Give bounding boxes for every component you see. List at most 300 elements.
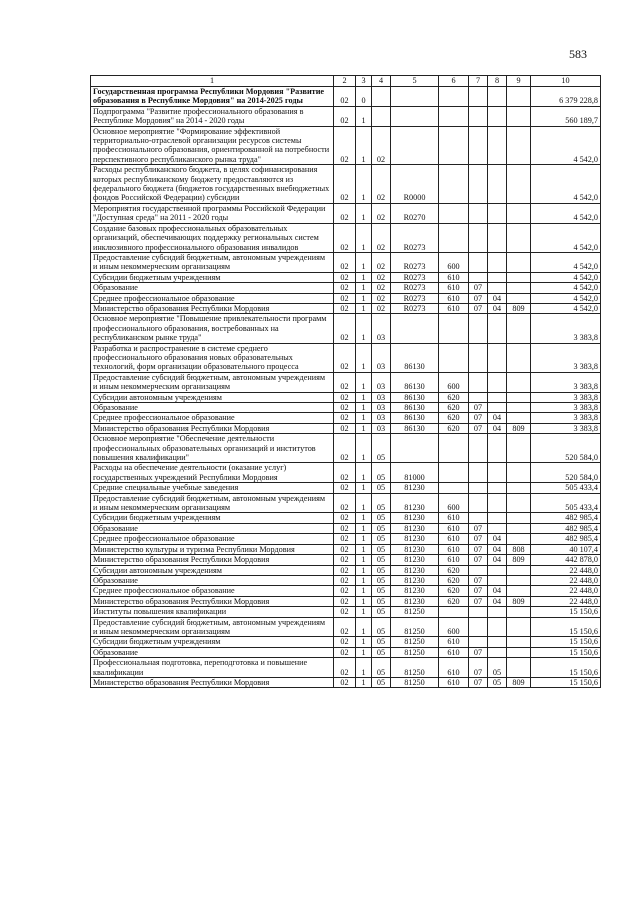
table-row (91, 106, 601, 126)
section-cell (469, 126, 488, 165)
grp-code-cell: 02 (334, 392, 356, 402)
table-row (91, 596, 601, 606)
table-row (91, 575, 601, 585)
table-row (91, 555, 601, 565)
subsection-cell (488, 252, 507, 272)
expense-type-cell (439, 126, 469, 165)
subgrp-code-cell: 1 (356, 106, 372, 126)
event-code-cell (372, 87, 391, 107)
table-row (91, 392, 601, 402)
column-header: 4 (372, 76, 391, 87)
subgrp-code-cell: 1 (356, 203, 372, 223)
row-name-cell: Предоставление субсидий бюджетным, автономным учреждениям и иным некоммерческим организациям (91, 372, 334, 392)
subgrp-code-cell: 1 (356, 434, 372, 463)
amount-cell: 3 383,8 (531, 343, 601, 372)
subgrp-code-cell: 1 (356, 575, 372, 585)
event-code-cell: 02 (372, 165, 391, 204)
subsection-cell (488, 637, 507, 647)
event-code-cell: 05 (372, 596, 391, 606)
grp-code-cell: 02 (334, 637, 356, 647)
ministry-code-cell (507, 223, 531, 252)
subgrp-code-cell: 1 (356, 343, 372, 372)
grp-code-cell: 02 (334, 283, 356, 293)
subgrp-code-cell: 1 (356, 647, 372, 657)
expense-direction-cell: 81230 (391, 575, 439, 585)
expense-type-cell: 620 (439, 575, 469, 585)
table-row (91, 252, 601, 272)
expense-type-cell (439, 607, 469, 617)
ministry-code-cell (507, 403, 531, 413)
expense-direction-cell: 81230 (391, 586, 439, 596)
subsection-cell: 04 (488, 544, 507, 554)
event-code-cell: 02 (372, 303, 391, 313)
column-header: 2 (334, 76, 356, 87)
expense-type-cell (439, 223, 469, 252)
section-cell (469, 463, 488, 483)
grp-code-cell: 02 (334, 555, 356, 565)
table-row (91, 483, 601, 493)
grp-code-cell: 02 (334, 293, 356, 303)
expense-direction-cell: R0270 (391, 203, 439, 223)
expense-type-cell (439, 87, 469, 107)
event-code-cell: 05 (372, 523, 391, 533)
event-code-cell: 03 (372, 413, 391, 423)
ministry-code-cell (507, 607, 531, 617)
row-name-cell: Институты повышения квалификации (91, 607, 334, 617)
expense-type-cell: 600 (439, 617, 469, 637)
expense-type-cell: 610 (439, 544, 469, 554)
event-code-cell: 03 (372, 392, 391, 402)
row-name-cell: Субсидии автономным учреждениям (91, 565, 334, 575)
ministry-code-cell (507, 513, 531, 523)
amount-cell: 4 542,0 (531, 283, 601, 293)
ministry-code-cell (507, 413, 531, 423)
ministry-code-cell (507, 126, 531, 165)
expense-type-cell (439, 203, 469, 223)
amount-cell: 3 383,8 (531, 423, 601, 433)
amount-cell: 22 448,0 (531, 586, 601, 596)
grp-code-cell: 02 (334, 607, 356, 617)
row-name-cell: Образование (91, 523, 334, 533)
ministry-code-cell (507, 534, 531, 544)
subgrp-code-cell: 1 (356, 126, 372, 165)
table-row (91, 423, 601, 433)
table-row (91, 544, 601, 554)
subgrp-code-cell: 1 (356, 586, 372, 596)
ministry-code-cell (507, 252, 531, 272)
event-code-cell: 02 (372, 293, 391, 303)
amount-cell: 15 150,6 (531, 637, 601, 647)
amount-cell: 520 584,0 (531, 463, 601, 483)
table-row (91, 677, 601, 687)
subsection-cell: 04 (488, 293, 507, 303)
subsection-cell: 04 (488, 555, 507, 565)
grp-code-cell: 02 (334, 434, 356, 463)
subsection-cell: 04 (488, 586, 507, 596)
row-name-cell: Расходы республиканского бюджета, в целях софинансирования которых республиканскому бюджету предоставляются из федерального бюджета (бюджетов государственных внебюджетных фондов Российской Федерации) субсидии (91, 165, 334, 204)
section-cell (469, 565, 488, 575)
event-code-cell: 03 (372, 423, 391, 433)
section-cell: 07 (469, 303, 488, 313)
amount-cell: 15 150,6 (531, 677, 601, 687)
grp-code-cell: 02 (334, 493, 356, 513)
event-code-cell: 05 (372, 607, 391, 617)
row-name-cell: Разработка и распространение в системе среднего профессионального образования новых образовательных технологий, форм организации образовательного процесса (91, 343, 334, 372)
expense-type-cell: 600 (439, 252, 469, 272)
ministry-code-cell (507, 283, 531, 293)
column-header: 5 (391, 76, 439, 87)
expense-direction-cell (391, 314, 439, 343)
row-name-cell: Образование (91, 403, 334, 413)
expense-direction-cell: 81250 (391, 607, 439, 617)
ministry-code-cell (507, 434, 531, 463)
table-row (91, 463, 601, 483)
event-code-cell: 02 (372, 283, 391, 293)
expense-direction-cell: 81250 (391, 658, 439, 678)
subgrp-code-cell: 1 (356, 483, 372, 493)
row-name-cell: Среднее профессиональное образование (91, 413, 334, 423)
section-cell (469, 607, 488, 617)
row-name-cell: Среднее профессиональное образование (91, 534, 334, 544)
expense-direction-cell: 86130 (391, 423, 439, 433)
ministry-code-cell (507, 293, 531, 303)
row-name-cell: Образование (91, 575, 334, 585)
expense-direction-cell: R0273 (391, 293, 439, 303)
expense-type-cell: 610 (439, 658, 469, 678)
column-header: 3 (356, 76, 372, 87)
subsection-cell (488, 493, 507, 513)
table-row (91, 523, 601, 533)
grp-code-cell: 02 (334, 658, 356, 678)
section-cell: 07 (469, 423, 488, 433)
subsection-cell: 05 (488, 658, 507, 678)
ministry-code-cell (507, 372, 531, 392)
ministry-code-cell (507, 647, 531, 657)
event-code-cell: 05 (372, 483, 391, 493)
subgrp-code-cell: 1 (356, 513, 372, 523)
table-row (91, 565, 601, 575)
grp-code-cell: 02 (334, 413, 356, 423)
subsection-cell (488, 575, 507, 585)
expense-direction-cell (391, 106, 439, 126)
row-name-cell: Субсидии автономным учреждениям (91, 392, 334, 402)
amount-cell: 4 542,0 (531, 252, 601, 272)
expense-type-cell: 600 (439, 493, 469, 513)
table-row (91, 534, 601, 544)
expense-type-cell (439, 106, 469, 126)
amount-cell: 560 189,7 (531, 106, 601, 126)
subgrp-code-cell: 1 (356, 223, 372, 252)
grp-code-cell: 02 (334, 272, 356, 282)
event-code-cell: 05 (372, 513, 391, 523)
row-name-cell: Основное мероприятие "Повышение привлекательности программ профессионального образования, востребованных на республиканском рынке труда" (91, 314, 334, 343)
grp-code-cell: 02 (334, 534, 356, 544)
row-name-cell: Расходы на обеспечение деятельности (оказание услуг) государственных учреждений Республики Мордовия (91, 463, 334, 483)
subsection-cell (488, 463, 507, 483)
subsection-cell (488, 513, 507, 523)
expense-type-cell: 600 (439, 372, 469, 392)
event-code-cell: 03 (372, 372, 391, 392)
expense-direction-cell: 81250 (391, 677, 439, 687)
amount-cell: 15 150,6 (531, 647, 601, 657)
subgrp-code-cell: 1 (356, 165, 372, 204)
event-code-cell: 05 (372, 617, 391, 637)
grp-code-cell: 02 (334, 565, 356, 575)
subgrp-code-cell: 1 (356, 607, 372, 617)
amount-cell: 4 542,0 (531, 223, 601, 252)
subsection-cell (488, 617, 507, 637)
row-name-cell: Министерство образования Республики Мордовия (91, 596, 334, 606)
expense-direction-cell: 81250 (391, 637, 439, 647)
event-code-cell: 05 (372, 555, 391, 565)
section-cell (469, 372, 488, 392)
expense-direction-cell: R0273 (391, 223, 439, 252)
row-name-cell: Создание базовых профессиональных образовательных организаций, обеспечивающих поддержку региональных систем инклюзивного профессионального образования инвалидов (91, 223, 334, 252)
expense-type-cell: 610 (439, 272, 469, 282)
amount-cell: 22 448,0 (531, 596, 601, 606)
grp-code-cell: 02 (334, 126, 356, 165)
subgrp-code-cell: 1 (356, 617, 372, 637)
ministry-code-cell (507, 87, 531, 107)
event-code-cell: 03 (372, 343, 391, 372)
subgrp-code-cell: 1 (356, 252, 372, 272)
section-cell (469, 272, 488, 282)
amount-cell: 40 107,4 (531, 544, 601, 554)
expense-type-cell: 620 (439, 586, 469, 596)
expense-type-cell (439, 463, 469, 483)
expense-direction-cell: 86130 (391, 403, 439, 413)
expense-type-cell: 620 (439, 596, 469, 606)
subsection-cell (488, 165, 507, 204)
expense-type-cell: 610 (439, 647, 469, 657)
expense-type-cell (439, 314, 469, 343)
expense-type-cell: 610 (439, 677, 469, 687)
amount-cell: 482 985,4 (531, 534, 601, 544)
section-cell (469, 513, 488, 523)
subgrp-code-cell: 1 (356, 314, 372, 343)
subgrp-code-cell: 1 (356, 555, 372, 565)
section-cell (469, 343, 488, 372)
row-name-cell: Основное мероприятие "Обеспечение деятельности профессиональных образовательных организаций и институтов повышения квалификации" (91, 434, 334, 463)
amount-cell: 3 383,8 (531, 314, 601, 343)
ministry-code-cell (507, 165, 531, 204)
expense-type-cell: 610 (439, 555, 469, 565)
table-row (91, 493, 601, 513)
expense-type-cell (439, 343, 469, 372)
table-row (91, 617, 601, 637)
section-cell: 07 (469, 677, 488, 687)
expense-direction-cell: 86130 (391, 413, 439, 423)
budget-table (90, 75, 601, 688)
ministry-code-cell (507, 586, 531, 596)
subsection-cell: 04 (488, 303, 507, 313)
subsection-cell (488, 343, 507, 372)
column-header: 7 (469, 76, 488, 87)
grp-code-cell: 02 (334, 617, 356, 637)
expense-direction-cell: R0273 (391, 303, 439, 313)
row-name-cell: Министерство образования Республики Мордовия (91, 555, 334, 565)
amount-cell: 482 985,4 (531, 513, 601, 523)
table-row (91, 658, 601, 678)
table-row (91, 283, 601, 293)
section-cell: 07 (469, 596, 488, 606)
table-row (91, 126, 601, 165)
table-row (91, 87, 601, 107)
expense-type-cell (439, 434, 469, 463)
grp-code-cell: 02 (334, 423, 356, 433)
ministry-code-cell (507, 203, 531, 223)
grp-code-cell: 02 (334, 87, 356, 107)
expense-direction-cell (391, 87, 439, 107)
expense-direction-cell (391, 434, 439, 463)
ministry-code-cell: 808 (507, 544, 531, 554)
event-code-cell: 05 (372, 637, 391, 647)
ministry-code-cell: 809 (507, 677, 531, 687)
event-code-cell: 02 (372, 223, 391, 252)
section-cell: 07 (469, 413, 488, 423)
section-cell (469, 203, 488, 223)
subsection-cell: 04 (488, 413, 507, 423)
expense-direction-cell: 81000 (391, 463, 439, 483)
subsection-cell: 04 (488, 534, 507, 544)
table-row (91, 413, 601, 423)
section-cell: 07 (469, 534, 488, 544)
expense-type-cell: 620 (439, 392, 469, 402)
section-cell (469, 87, 488, 107)
subgrp-code-cell: 0 (356, 87, 372, 107)
row-name-cell: Профессиональная подготовка, переподготовка и повышение квалификации (91, 658, 334, 678)
subsection-cell: 05 (488, 677, 507, 687)
ministry-code-cell (507, 637, 531, 647)
expense-direction-cell: 86130 (391, 392, 439, 402)
expense-direction-cell: 81230 (391, 555, 439, 565)
subgrp-code-cell: 1 (356, 658, 372, 678)
subgrp-code-cell: 1 (356, 303, 372, 313)
expense-direction-cell: 86130 (391, 343, 439, 372)
event-code-cell: 05 (372, 493, 391, 513)
subsection-cell (488, 203, 507, 223)
expense-type-cell: 620 (439, 423, 469, 433)
grp-code-cell: 02 (334, 647, 356, 657)
subsection-cell (488, 434, 507, 463)
expense-direction-cell: 86130 (391, 372, 439, 392)
ministry-code-cell (507, 463, 531, 483)
expense-type-cell (439, 483, 469, 493)
section-cell: 07 (469, 555, 488, 565)
event-code-cell: 03 (372, 403, 391, 413)
amount-cell: 6 379 228,8 (531, 87, 601, 107)
ministry-code-cell (507, 523, 531, 533)
subgrp-code-cell: 1 (356, 596, 372, 606)
amount-cell: 442 878,0 (531, 555, 601, 565)
expense-direction-cell: 81230 (391, 544, 439, 554)
event-code-cell: 05 (372, 677, 391, 687)
ministry-code-cell (507, 314, 531, 343)
amount-cell: 22 448,0 (531, 565, 601, 575)
section-cell (469, 434, 488, 463)
table-body (91, 87, 601, 688)
subsection-cell (488, 272, 507, 282)
subsection-cell (488, 607, 507, 617)
row-name-cell: Предоставление субсидий бюджетным, автономным учреждениям и иным некоммерческим организациям (91, 493, 334, 513)
subsection-cell (488, 565, 507, 575)
row-name-cell: Министерство образования Республики Мордовия (91, 423, 334, 433)
row-name-cell: Субсидии бюджетным учреждениям (91, 513, 334, 523)
section-cell: 07 (469, 586, 488, 596)
amount-cell: 4 542,0 (531, 126, 601, 165)
row-name-cell: Образование (91, 283, 334, 293)
section-cell: 07 (469, 283, 488, 293)
table-row (91, 272, 601, 282)
grp-code-cell: 02 (334, 203, 356, 223)
table-row (91, 223, 601, 252)
event-code-cell: 02 (372, 126, 391, 165)
row-name-cell: Государственная программа Республики Мордовия "Развитие образования в Республике Мордовия" на 2014-2025 годы (91, 87, 334, 107)
subsection-cell (488, 126, 507, 165)
grp-code-cell: 02 (334, 544, 356, 554)
amount-cell: 3 383,8 (531, 403, 601, 413)
grp-code-cell: 02 (334, 575, 356, 585)
event-code-cell: 02 (372, 252, 391, 272)
grp-code-cell: 02 (334, 372, 356, 392)
grp-code-cell: 02 (334, 586, 356, 596)
grp-code-cell: 02 (334, 223, 356, 252)
section-cell: 07 (469, 658, 488, 678)
event-code-cell: 02 (372, 272, 391, 282)
table-row (91, 513, 601, 523)
subgrp-code-cell: 1 (356, 423, 372, 433)
grp-code-cell: 02 (334, 483, 356, 493)
expense-direction-cell (391, 126, 439, 165)
row-name-cell: Предоставление субсидий бюджетным, автономным учреждениям и иным некоммерческим организациям (91, 617, 334, 637)
event-code-cell: 05 (372, 434, 391, 463)
ministry-code-cell (507, 565, 531, 575)
section-cell: 07 (469, 647, 488, 657)
amount-cell: 4 542,0 (531, 203, 601, 223)
event-code-cell: 05 (372, 534, 391, 544)
section-cell (469, 106, 488, 126)
row-name-cell: Министерство образования Республики Мордовия (91, 303, 334, 313)
section-cell (469, 252, 488, 272)
ministry-code-cell (507, 272, 531, 282)
expense-type-cell: 620 (439, 565, 469, 575)
subsection-cell (488, 372, 507, 392)
amount-cell: 3 383,8 (531, 413, 601, 423)
grp-code-cell: 02 (334, 165, 356, 204)
amount-cell: 505 433,4 (531, 483, 601, 493)
ministry-code-cell (507, 106, 531, 126)
ministry-code-cell (507, 575, 531, 585)
section-cell: 07 (469, 523, 488, 533)
section-cell (469, 493, 488, 513)
expense-type-cell: 610 (439, 534, 469, 544)
amount-cell: 22 448,0 (531, 575, 601, 585)
amount-cell: 4 542,0 (531, 293, 601, 303)
grp-code-cell: 02 (334, 523, 356, 533)
amount-cell: 482 985,4 (531, 523, 601, 533)
row-name-cell: Предоставление субсидий бюджетным, автономным учреждениям и иным некоммерческим организациям (91, 252, 334, 272)
column-header: 1 (91, 76, 334, 87)
section-cell: 07 (469, 293, 488, 303)
grp-code-cell: 02 (334, 252, 356, 272)
grp-code-cell: 02 (334, 403, 356, 413)
section-cell (469, 314, 488, 343)
table-row (91, 647, 601, 657)
section-cell (469, 392, 488, 402)
ministry-code-cell (507, 343, 531, 372)
expense-direction-cell: R0000 (391, 165, 439, 204)
table-row (91, 637, 601, 647)
